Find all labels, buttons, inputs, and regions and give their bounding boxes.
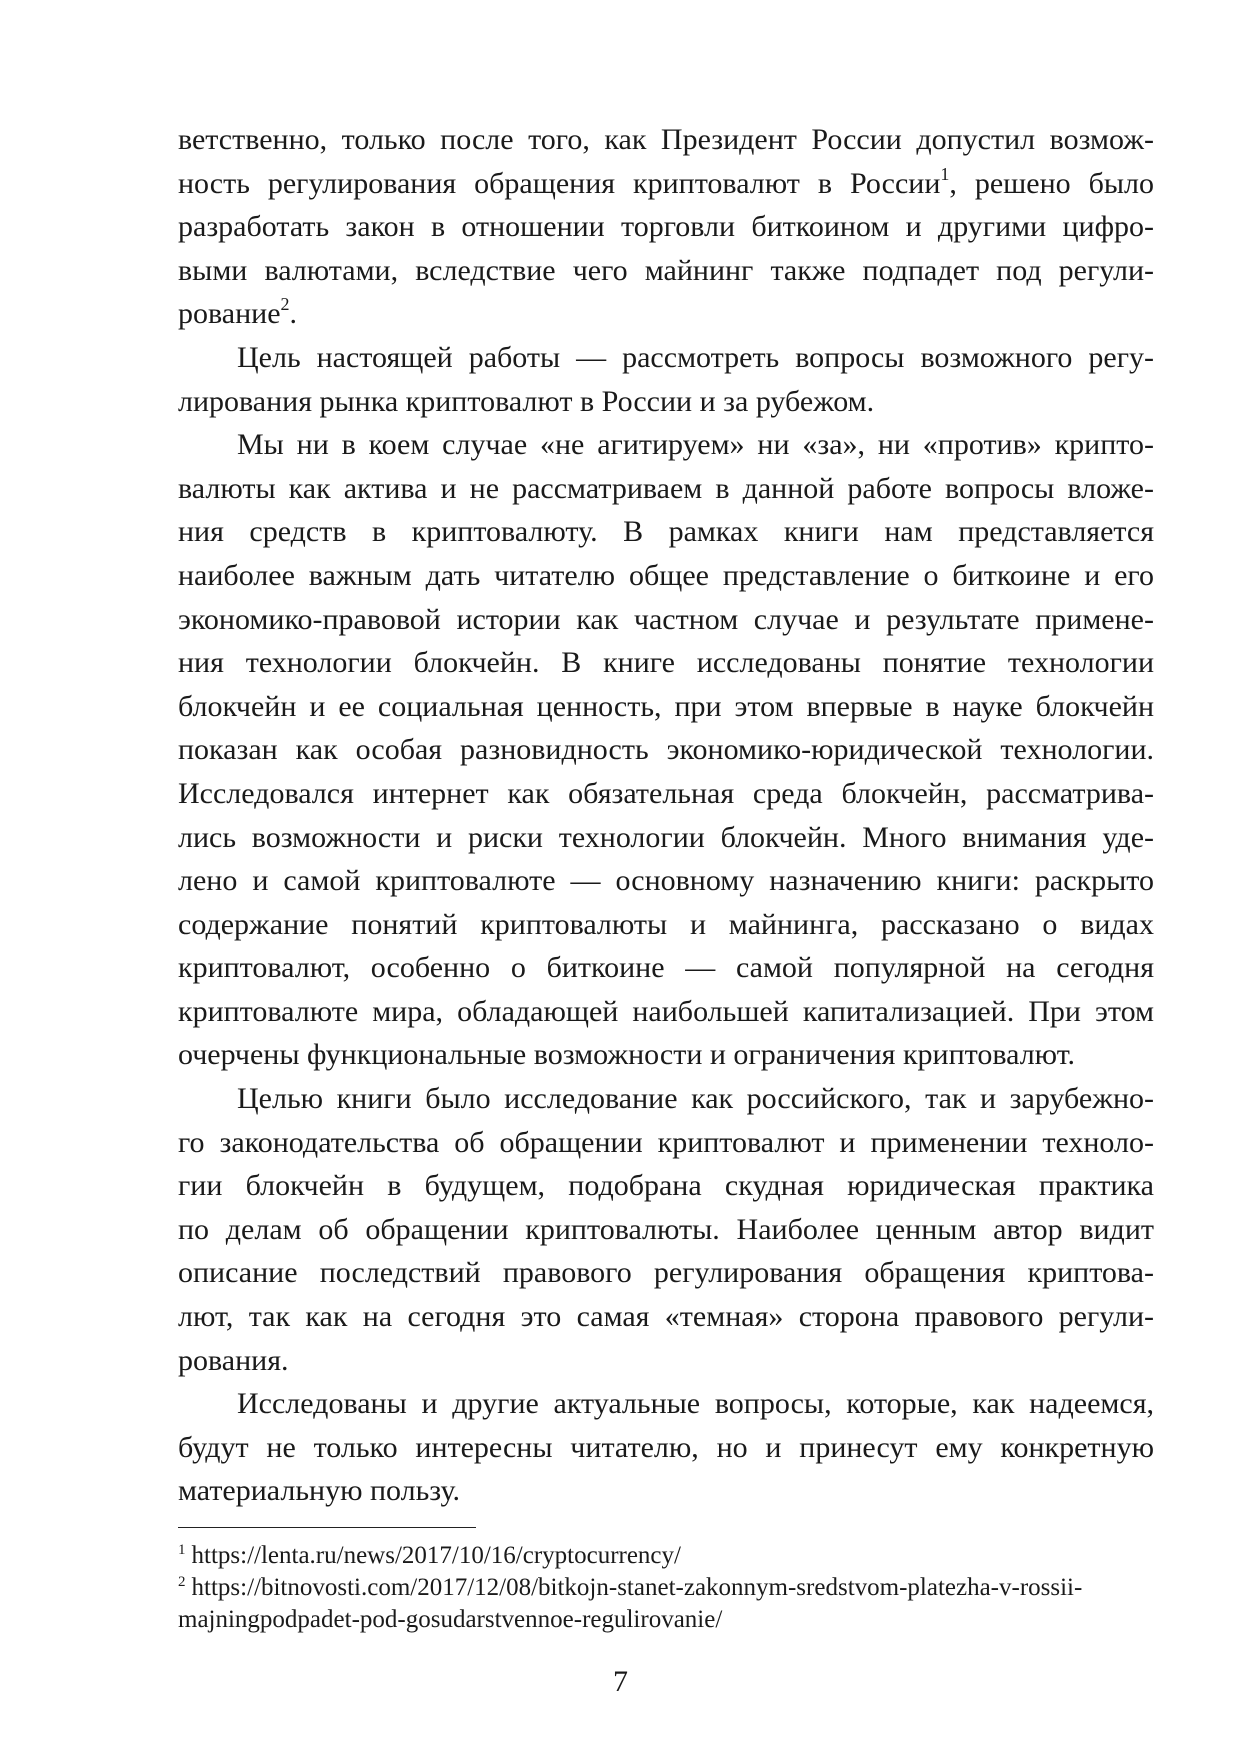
text-line: наиболее важным дать читателю общее представление о биткоине и его — [178, 558, 1154, 592]
text-line: лирования рынка криптовалют в России и за рубежом. — [178, 384, 875, 418]
footnotes — [178, 1540, 1154, 1636]
footnote-link[interactable]: https://lenta.ru/news/2017/10/16/cryptocurrency/ — [191, 1542, 681, 1569]
text-line: валюты как актива и не рассматриваем в данной работе вопросы вложе- — [178, 471, 1154, 505]
text-line: ность регулирования обращения криптовалют в России$^1$, решено было — [178, 163, 1154, 200]
footnote-1 — [178, 1540, 1154, 1572]
text-line: выми валютами, вследствие чего майнинг также подпадет под регули- — [178, 253, 1154, 287]
text-line: криптовалюте мира, обладающей наибольшей капитализацией. При этом — [178, 994, 1154, 1028]
footnote-ref-1: 1 — [940, 163, 950, 184]
text-line: Цель настоящей работы — рассмотреть вопросы возможного регу- — [237, 340, 1154, 374]
paragraph-2 — [178, 336, 1154, 423]
text-line: рование$^2$. — [178, 294, 298, 331]
footnote-ref-2: 2 — [280, 294, 290, 315]
text-line: лено и самой криптовалюте — основному назначению книги: раскрыто — [178, 864, 1154, 898]
footnote-marker: 2 — [178, 1573, 186, 1590]
text-line: ния технологии блокчейн. В книге исследованы понятие технологии — [178, 646, 1154, 680]
text-line: ния средств в криптовалюту. В рамках книги нам представляется — [178, 515, 1154, 549]
text-line: содержание понятий криптовалюты и майнинга, рассказано о видах — [178, 907, 1154, 941]
page-number: 7 — [613, 1665, 628, 1698]
paragraph-4 — [178, 1077, 1154, 1382]
paragraph-3 — [178, 423, 1154, 1077]
paragraph-5 — [178, 1382, 1154, 1513]
text-line: рования. — [178, 1343, 289, 1377]
text-line: будут не только интересны читателю, но и принесут ему конкретную — [178, 1430, 1154, 1464]
text-line: Исследованы и другие актуальные вопросы, которые, как надеемся, — [237, 1387, 1154, 1421]
footnote-link[interactable]: https://bitnovosti.com/2017/12/08/bitkojn-stanet-zakonnym-sredstvom-platezha-v-rossii- — [191, 1574, 1083, 1601]
text-line: криптовалют, особенно о биткоине — самой популярной на сегодня — [178, 951, 1154, 985]
text-line: гии блокчейн в будущем, подобрана скудная юридическая практика — [178, 1169, 1154, 1203]
text-line: разработать закон в отношении торговли биткоином и другими цифро- — [178, 210, 1154, 244]
text-line: описание последствий правового регулирования обращения криптова- — [178, 1256, 1154, 1290]
text-line: очерчены функциональные возможности и ограничения криптовалют. — [178, 1038, 1076, 1072]
text-line: Исследовался интернет как обязательная среда блокчейн, рассматрива- — [178, 776, 1154, 810]
text-line: Целью книги было исследование как российского, так и зарубежно- — [237, 1082, 1154, 1116]
text-line: лют, так как на сегодня это самая «темная» сторона правового регули- — [178, 1300, 1154, 1334]
footnote-link-continuation[interactable]: majningpodpadet-pod-gosudarstvennoe-regulirovanie/ — [178, 1606, 723, 1633]
text-line: ветственно, только после того, как Президент России допустил возмож- — [178, 123, 1154, 156]
footnote-marker: 1 — [178, 1541, 186, 1558]
text-line: показан как особая разновидность экономико-юридической технологии. — [178, 733, 1154, 767]
footnote-separator — [178, 1527, 476, 1528]
paragraph-1 — [178, 118, 1154, 336]
text-line: го законодательства об обращении криптовалют и применении техноло- — [178, 1125, 1154, 1159]
text-line: экономико-правовой истории как частном случае и результате примене- — [178, 602, 1154, 636]
text-line: лись возможности и риски технологии блокчейн. Много внимания уде- — [178, 820, 1154, 854]
text-line: материальную пользу. — [178, 1474, 461, 1508]
footnote-2 — [178, 1572, 1154, 1636]
page-body — [178, 118, 1154, 1513]
text-line: Мы ни в коем случае «не агитируем» ни «за», ни «против» крипто- — [237, 428, 1154, 462]
text-line: по делам об обращении криптовалюты. Наиболее ценным автор видит — [178, 1212, 1154, 1246]
text-line: блокчейн и ее социальная ценность, при этом впервые в науке блокчейн — [178, 689, 1154, 723]
